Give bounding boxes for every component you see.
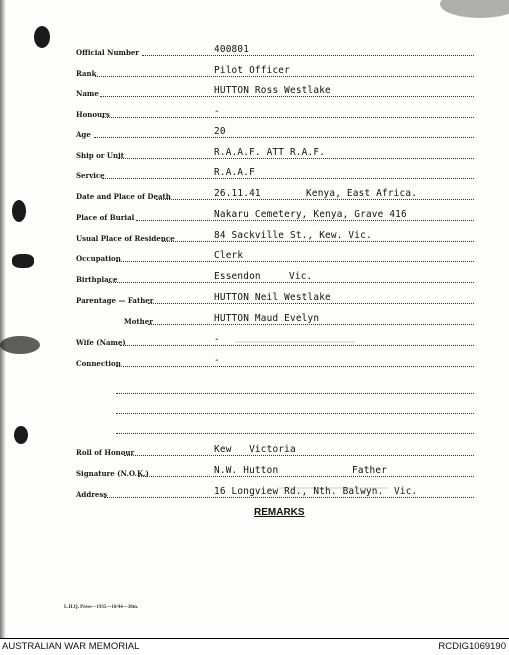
field-value: 16 Longview Rd., Nth. Balwyn. xyxy=(214,486,384,497)
field-label: Usual Place of Residence xyxy=(76,234,175,243)
field-label: Age xyxy=(76,130,91,139)
field-value: HUTTON Neil Westlake xyxy=(214,292,331,303)
print-code: L.H.Q. Press—1935—10/44—30m. xyxy=(64,605,139,610)
punch-hole-mark xyxy=(14,426,28,444)
dotted-line xyxy=(116,366,474,367)
dotted-line xyxy=(120,345,474,346)
form-row xyxy=(76,288,474,306)
connection-blank-line xyxy=(116,413,474,414)
dotted-line xyxy=(136,220,474,221)
form-row xyxy=(76,81,474,99)
form-row xyxy=(76,184,474,202)
field-value: R.A.A.F. ATT R.A.F. xyxy=(214,147,326,158)
form-row xyxy=(76,482,474,500)
form-row xyxy=(76,267,474,285)
field-value: Pilot Officer xyxy=(214,65,290,76)
field-value: R.A.A.F xyxy=(214,167,255,178)
field-value: HUTTON Maud Evelyn xyxy=(214,313,320,324)
dotted-line xyxy=(156,199,474,200)
dotted-line xyxy=(118,158,474,159)
field-value: N.W. Hutton xyxy=(214,465,279,476)
field-value: Essendon xyxy=(214,271,261,282)
field-label: Name xyxy=(76,89,99,98)
scan-corner-shadow xyxy=(440,0,509,18)
punch-hole-mark xyxy=(34,26,50,48)
field-label: Ship or Unit xyxy=(76,151,125,160)
field-label: Roll of Honour xyxy=(76,448,135,457)
field-label: Wife (Name) xyxy=(76,338,126,347)
form-row xyxy=(76,61,474,79)
form-row xyxy=(76,246,474,264)
punch-hole-mark xyxy=(0,336,40,354)
field-value: 26.11.41 xyxy=(214,188,261,199)
field-value: 400801 xyxy=(214,44,250,55)
dotted-line xyxy=(102,178,474,179)
form-row xyxy=(76,205,474,223)
field-value: 20 xyxy=(214,126,226,137)
form-row xyxy=(76,461,474,479)
form-row xyxy=(76,440,474,458)
field-value-extra: Father xyxy=(352,465,388,476)
form-row xyxy=(76,309,474,327)
dotted-line xyxy=(94,137,474,138)
dotted-line xyxy=(162,241,474,242)
dotted-line xyxy=(124,455,474,456)
form-row xyxy=(76,102,474,120)
field-label: Honours xyxy=(76,110,110,119)
dotted-line xyxy=(104,497,474,498)
binder-clip-mark xyxy=(12,254,34,268)
archive-footer xyxy=(0,638,509,655)
field-value-extra: Kenya, East Africa. xyxy=(306,188,418,199)
field-label: Parentage — Father xyxy=(76,296,154,305)
field-value: - xyxy=(214,334,220,345)
field-value: Clerk xyxy=(214,250,244,261)
field-value: HUTTON Ross Westlake xyxy=(214,85,331,96)
record-id: RCDIG1069190 xyxy=(438,641,506,652)
dotted-line xyxy=(148,324,474,325)
field-value: - xyxy=(214,106,220,117)
field-label: Rank xyxy=(76,69,97,78)
field-label: Occupation xyxy=(76,254,121,263)
field-label: Official Number xyxy=(76,48,139,57)
field-label: Place of Burial xyxy=(76,213,135,222)
dotted-line xyxy=(95,76,474,77)
field-label: Address xyxy=(76,490,108,499)
form-row xyxy=(76,330,474,348)
field-label: Date and Place of Death xyxy=(76,192,171,201)
dotted-line xyxy=(102,117,474,118)
dotted-line xyxy=(116,261,474,262)
form-row xyxy=(76,40,474,58)
dotted-line xyxy=(148,303,474,304)
remarks-heading: REMARKS xyxy=(254,507,305,518)
connection-blank-line xyxy=(116,393,474,394)
dotted-line xyxy=(138,476,474,477)
field-label: Signature (N.O.K.) xyxy=(76,469,149,478)
form-row xyxy=(76,351,474,369)
form-row xyxy=(76,143,474,161)
dotted-line xyxy=(142,55,474,56)
field-value-extra: Vic. xyxy=(394,486,418,497)
field-label: Connection xyxy=(76,359,121,368)
scan-edge xyxy=(0,0,6,638)
field-label: Service xyxy=(76,171,105,180)
form-row xyxy=(76,122,474,140)
archive-name: AUSTRALIAN WAR MEMORIAL xyxy=(2,641,140,652)
dotted-line xyxy=(100,96,474,97)
form-row xyxy=(76,163,474,181)
punch-hole-mark xyxy=(12,200,26,222)
field-value: Kew Victoria xyxy=(214,444,296,455)
field-value: - xyxy=(214,355,220,366)
dotted-line xyxy=(108,282,474,283)
field-value: Nakaru Cemetery, Kenya, Grave 416 xyxy=(214,209,407,220)
field-value-extra: Vic. xyxy=(289,271,313,282)
field-value: 84 Sackville St., Kew. Vic. xyxy=(214,230,372,241)
form-row xyxy=(76,226,474,244)
field-label: Mother xyxy=(124,317,153,326)
connection-blank-line xyxy=(116,433,474,434)
field-label: Birthplace xyxy=(76,275,118,284)
